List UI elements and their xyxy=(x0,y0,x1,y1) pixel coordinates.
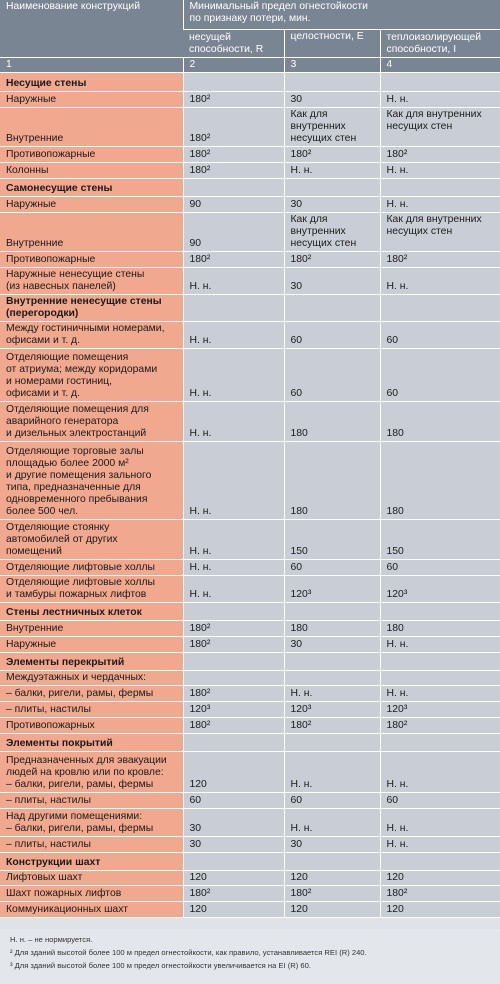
integrity-value: 120 xyxy=(284,870,380,885)
construction-name: Внутренние xyxy=(0,107,183,146)
construction-name: Элементы перекрытий xyxy=(0,652,183,670)
table-row xyxy=(0,251,500,267)
table-row xyxy=(0,267,500,294)
load-bearing-value: 180² xyxy=(183,885,284,901)
insulation-value: Н. н. xyxy=(380,836,500,852)
construction-name: Отделяющие стоянку автомобилей от других помещений xyxy=(0,519,183,559)
construction-name: Внутренние ненесущие стены (перегородки) xyxy=(0,294,183,321)
insulation-value: Н. н. xyxy=(380,685,500,701)
header-load-bearing: несущей способности, R xyxy=(183,29,284,57)
insulation-value xyxy=(380,602,500,620)
table-row xyxy=(0,91,500,107)
construction-name: – плиты, настилы xyxy=(0,701,183,717)
construction-name: – плиты, настилы xyxy=(0,836,183,852)
load-bearing-value: Н. н. xyxy=(183,559,284,575)
insulation-value xyxy=(380,178,500,196)
insulation-value: 180 xyxy=(380,401,500,441)
integrity-value: 180 xyxy=(284,441,380,519)
insulation-value: 180 xyxy=(380,620,500,636)
header-integrity: целостности, E xyxy=(284,29,380,57)
table-row xyxy=(0,751,500,792)
table-row xyxy=(0,162,500,178)
insulation-value: Н. н. xyxy=(380,751,500,792)
table-row xyxy=(0,636,500,652)
construction-name: Внутренние xyxy=(0,620,183,636)
table-row xyxy=(0,196,500,212)
table-row xyxy=(0,107,500,146)
construction-name: Конструкции шахт xyxy=(0,852,183,870)
construction-name: Несущие стены xyxy=(0,72,183,91)
integrity-value: 180 xyxy=(284,401,380,441)
construction-name: Наружные ненесущие стены (из навесных панелей) xyxy=(0,267,183,294)
construction-name: Наружные xyxy=(0,196,183,212)
insulation-value: 120 xyxy=(380,901,500,917)
insulation-value: Н. н. xyxy=(380,196,500,212)
load-bearing-value: Н. н. xyxy=(183,575,284,602)
integrity-value: 180² xyxy=(284,717,380,733)
integrity-value xyxy=(284,652,380,670)
construction-name: Элементы покрытий xyxy=(0,733,183,751)
table-row xyxy=(0,670,500,685)
section-row xyxy=(0,178,500,196)
table-row xyxy=(0,441,500,519)
integrity-value: 60 xyxy=(284,559,380,575)
insulation-value: 180² xyxy=(380,146,500,162)
insulation-value: 180 xyxy=(380,441,500,519)
load-bearing-value: Н. н. xyxy=(183,267,284,294)
insulation-value: 60 xyxy=(380,348,500,401)
construction-name: Колонны xyxy=(0,162,183,178)
insulation-value xyxy=(380,733,500,751)
construction-name: Лифтовых шахт xyxy=(0,870,183,885)
table-row xyxy=(0,836,500,852)
integrity-value: 180² xyxy=(284,885,380,901)
insulation-value: Как для внутренних несущих стен xyxy=(380,107,500,146)
table-row xyxy=(0,146,500,162)
construction-name: Самонесущие стены xyxy=(0,178,183,196)
footnote-3: ³ Для зданий высотой более 100 м предел огнестойкости увеличивается на EI (R) 60. xyxy=(10,961,311,970)
load-bearing-value: 180² xyxy=(183,636,284,652)
insulation-value xyxy=(380,652,500,670)
construction-name: Междуэтажных и чердачных: xyxy=(0,670,183,685)
integrity-value: Н. н. xyxy=(284,808,380,836)
section-row xyxy=(0,294,500,321)
section-row xyxy=(0,852,500,870)
table-row xyxy=(0,885,500,901)
integrity-value: 60 xyxy=(284,321,380,348)
construction-name: Противопожарные xyxy=(0,251,183,267)
load-bearing-value: 120 xyxy=(183,870,284,885)
load-bearing-value xyxy=(183,178,284,196)
construction-name: Предназначенных для эвакуации людей на кровлю или по кровле: – балки, ригели, рамы, фермы xyxy=(0,751,183,792)
load-bearing-value: 120 xyxy=(183,751,284,792)
load-bearing-value xyxy=(183,733,284,751)
construction-name: Противопожарные xyxy=(0,146,183,162)
insulation-value: 150 xyxy=(380,519,500,559)
integrity-value: 120³ xyxy=(284,701,380,717)
table-row xyxy=(0,685,500,701)
insulation-value xyxy=(380,670,500,685)
load-bearing-value: Н. н. xyxy=(183,348,284,401)
construction-name: Отделяющие лифтовые холлы и тамбуры пожарных лифтов xyxy=(0,575,183,602)
integrity-value: 30 xyxy=(284,91,380,107)
load-bearing-value: 90 xyxy=(183,196,284,212)
table-row xyxy=(0,717,500,733)
load-bearing-value xyxy=(183,670,284,685)
integrity-value: Как для внутренних несущих стен xyxy=(284,107,380,146)
integrity-value: 60 xyxy=(284,348,380,401)
insulation-value: 60 xyxy=(380,792,500,808)
insulation-value: 180² xyxy=(380,717,500,733)
construction-name: Отделяющие помещения для аварийного генератора и дизельных электростанций xyxy=(0,401,183,441)
load-bearing-value: 180² xyxy=(183,251,284,267)
construction-name: Над другими помещениями: – балки, ригели, рамы, фермы xyxy=(0,808,183,836)
header-construction-name: Наименование конструкций xyxy=(0,0,183,57)
integrity-value xyxy=(284,670,380,685)
header-num-3: 3 xyxy=(284,57,380,72)
table-row xyxy=(0,901,500,917)
header-num-1: 1 xyxy=(0,57,183,72)
load-bearing-value: Н. н. xyxy=(183,321,284,348)
integrity-value xyxy=(284,72,380,91)
integrity-value: 180 xyxy=(284,620,380,636)
construction-name: Отделяющие торговые залы площадью более 2000 м² и другие помещения зального типа, предназначенные для одновременного пребывания более 500 чел. xyxy=(0,441,183,519)
footnote-nn: Н. н. – не нормируется. xyxy=(10,935,93,944)
insulation-value: 120³ xyxy=(380,575,500,602)
integrity-value: Как для внутренних несущих стен xyxy=(284,212,380,251)
header-min-fire-resistance: Минимальный предел огнестойкости по признаку потери, мин. xyxy=(183,0,500,29)
header-insulation: теплоизолирующей способности, I xyxy=(380,29,500,57)
insulation-value xyxy=(380,852,500,870)
insulation-value: Н. н. xyxy=(380,808,500,836)
load-bearing-value xyxy=(183,602,284,620)
load-bearing-value xyxy=(183,852,284,870)
load-bearing-value: 120³ xyxy=(183,701,284,717)
integrity-value: Н. н. xyxy=(284,162,380,178)
load-bearing-value xyxy=(183,294,284,321)
integrity-value: Н. н. xyxy=(284,751,380,792)
insulation-value: Н. н. xyxy=(380,636,500,652)
load-bearing-value: 180² xyxy=(183,717,284,733)
section-row xyxy=(0,602,500,620)
construction-name: Внутренние xyxy=(0,212,183,251)
load-bearing-value: 180² xyxy=(183,107,284,146)
table-row xyxy=(0,808,500,836)
section-row xyxy=(0,733,500,751)
header-num-2: 2 xyxy=(183,57,284,72)
integrity-value: 180² xyxy=(284,146,380,162)
header-number-row xyxy=(0,57,500,72)
insulation-value xyxy=(380,72,500,91)
load-bearing-value xyxy=(183,72,284,91)
integrity-value: 180² xyxy=(284,251,380,267)
table-row xyxy=(0,870,500,885)
construction-name: – балки, ригели, рамы, фермы xyxy=(0,685,183,701)
integrity-value: Н. н. xyxy=(284,685,380,701)
integrity-value: 120³ xyxy=(284,575,380,602)
insulation-value: 180² xyxy=(380,885,500,901)
construction-name: Шахт пожарных лифтов xyxy=(0,885,183,901)
load-bearing-value: 180² xyxy=(183,162,284,178)
load-bearing-value: Н. н. xyxy=(183,519,284,559)
load-bearing-value: Н. н. xyxy=(183,441,284,519)
construction-name: Коммуникационных шахт xyxy=(0,901,183,917)
insulation-value: 180² xyxy=(380,251,500,267)
load-bearing-value: 180² xyxy=(183,146,284,162)
construction-name: Между гостиничными номерами, офисами и т. д. xyxy=(0,321,183,348)
load-bearing-value: 180² xyxy=(183,685,284,701)
construction-name: Противопожарных xyxy=(0,717,183,733)
integrity-value: 30 xyxy=(284,267,380,294)
integrity-value: 150 xyxy=(284,519,380,559)
construction-name: Отделяющие помещения от атриума; между коридорами и номерами гостиниц, офисами и т. д. xyxy=(0,348,183,401)
integrity-value xyxy=(284,602,380,620)
load-bearing-value: Н. н. xyxy=(183,401,284,441)
integrity-value xyxy=(284,178,380,196)
table-row xyxy=(0,575,500,602)
load-bearing-value: 30 xyxy=(183,836,284,852)
table-row xyxy=(0,321,500,348)
table-row xyxy=(0,559,500,575)
section-row xyxy=(0,72,500,91)
insulation-value: Как для внутренних несущих стен xyxy=(380,212,500,251)
load-bearing-value xyxy=(183,652,284,670)
insulation-value: Н. н. xyxy=(380,267,500,294)
footnote-2: ² Для зданий высотой более 100 м предел огнестойкости, как правило, устанавливается REI (R) 240. xyxy=(10,948,367,957)
integrity-value: 120 xyxy=(284,901,380,917)
integrity-value: 30 xyxy=(284,636,380,652)
insulation-value: 120 xyxy=(380,870,500,885)
construction-name: Наружные xyxy=(0,636,183,652)
table-row xyxy=(0,620,500,636)
construction-name: Отделяющие лифтовые холлы xyxy=(0,559,183,575)
table-row xyxy=(0,701,500,717)
table-row xyxy=(0,348,500,401)
load-bearing-value: 180² xyxy=(183,91,284,107)
load-bearing-value: 30 xyxy=(183,808,284,836)
construction-name: Наружные xyxy=(0,91,183,107)
integrity-value xyxy=(284,294,380,321)
load-bearing-value: 90 xyxy=(183,212,284,251)
integrity-value xyxy=(284,733,380,751)
table-row xyxy=(0,792,500,808)
insulation-value: 60 xyxy=(380,559,500,575)
section-row xyxy=(0,652,500,670)
table-row xyxy=(0,212,500,251)
insulation-value: Н. н. xyxy=(380,91,500,107)
integrity-value: 30 xyxy=(284,836,380,852)
table-row xyxy=(0,401,500,441)
header-num-4: 4 xyxy=(380,57,500,72)
load-bearing-value: 180² xyxy=(183,620,284,636)
integrity-value: 30 xyxy=(284,196,380,212)
load-bearing-value: 120 xyxy=(183,901,284,917)
integrity-value xyxy=(284,852,380,870)
insulation-value: 60 xyxy=(380,321,500,348)
insulation-value: Н. н. xyxy=(380,162,500,178)
table-row xyxy=(0,519,500,559)
footnotes xyxy=(0,929,500,984)
insulation-value: 120³ xyxy=(380,701,500,717)
construction-name: – плиты, настилы xyxy=(0,792,183,808)
header-row-1 xyxy=(0,0,500,29)
load-bearing-value: 60 xyxy=(183,792,284,808)
insulation-value xyxy=(380,294,500,321)
construction-name: Стены лестничных клеток xyxy=(0,602,183,620)
integrity-value: 60 xyxy=(284,792,380,808)
